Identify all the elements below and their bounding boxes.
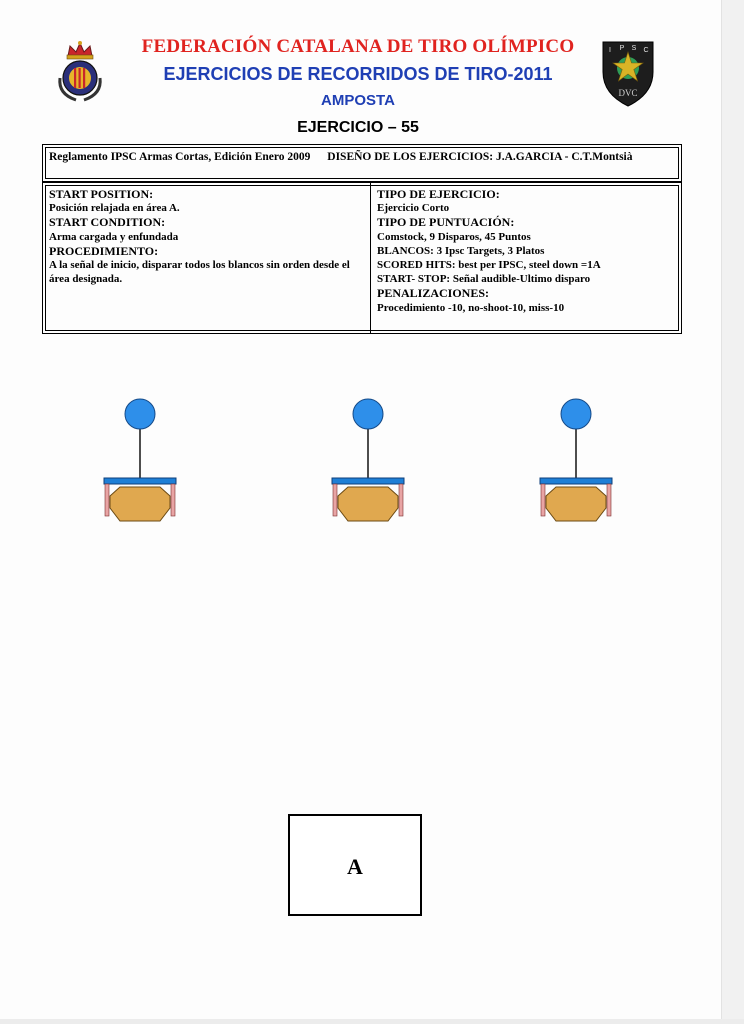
ipsc-target xyxy=(110,487,170,521)
rules-box xyxy=(42,144,682,182)
shooting-area-label: A xyxy=(347,854,363,879)
scoring-text: Comstock, 9 Disparos, 45 Puntos xyxy=(377,230,531,243)
stand-crossbar xyxy=(540,478,612,484)
rules-line xyxy=(49,151,633,163)
start-stop-text: START- STOP: Señal audible-Ultimo disparo xyxy=(377,273,591,286)
scored-hits-text: SCORED HITS: best per IPSC, steel down =1A xyxy=(377,259,601,272)
ipsc-letter-s: S xyxy=(631,45,637,52)
stand-leg-left xyxy=(105,484,109,516)
exercise-info-column xyxy=(377,187,673,315)
ipsc-motto: DVC xyxy=(618,88,638,98)
stand-leg-right xyxy=(607,484,611,516)
stand-leg-left xyxy=(333,484,337,516)
regulation-text: Reglamento IPSC Armas Cortas, Edición Enero 2009 xyxy=(49,151,311,163)
exercise-details-box xyxy=(42,182,682,334)
stand-leg-right xyxy=(399,484,403,516)
steel-plate xyxy=(353,399,383,429)
ipsc-letter-p: P xyxy=(619,45,625,52)
series-title: EJERCICIOS DE RECORRIDOS DE TIRO-2011 xyxy=(163,64,553,84)
exercise-title: EJERCICIO – 55 xyxy=(297,119,419,136)
exercise-type-heading: TIPO DE EJERCICIO: xyxy=(377,187,500,201)
start-details-column xyxy=(49,187,364,286)
exercise-type-text: Ejercicio Corto xyxy=(377,202,450,215)
page-bottom-edge xyxy=(0,1019,744,1024)
stand-crossbar xyxy=(104,478,176,484)
start-condition-text: Arma cargada y enfundada xyxy=(49,230,179,243)
federation-title: FEDERACIÓN CATALANA DE TIRO OLÍMPICO xyxy=(141,36,575,57)
design-credit-text: DISEÑO DE LOS EJERCICIOS: J.A.GARCIA - C.T.Montsià xyxy=(327,151,633,163)
page-edge xyxy=(721,0,744,1024)
target-stand-1 xyxy=(104,399,176,521)
steel-plate xyxy=(561,399,591,429)
scoring-heading: TIPO DE PUNTUACIÓN: xyxy=(377,215,515,230)
target-stand-3 xyxy=(540,399,612,521)
location-title: AMPOSTA xyxy=(321,92,395,109)
ipsc-target xyxy=(546,487,606,521)
start-position-text: Posición relajada en área A. xyxy=(49,202,180,215)
shooting-area-box xyxy=(288,814,422,916)
start-condition-heading: START CONDITION: xyxy=(49,215,166,230)
stand-leg-left xyxy=(541,484,545,516)
targets-text: BLANCOS: 3 Ipsc Targets, 3 Platos xyxy=(377,244,545,257)
ipsc-letter-c: C xyxy=(643,47,649,54)
penalties-text: Procedimiento -10, no-shoot-10, miss-10 xyxy=(377,301,565,314)
stand-leg-right xyxy=(171,484,175,516)
stand-crossbar xyxy=(332,478,404,484)
column-divider xyxy=(370,183,371,333)
ipsc-letter-i: I xyxy=(609,47,611,54)
stage-diagram xyxy=(90,390,650,530)
start-position-heading: START POSITION: xyxy=(49,187,154,201)
ipsc-target xyxy=(338,487,398,521)
penalties-heading: PENALIZACIONES: xyxy=(377,286,490,301)
procedure-text: A la señal de inicio, disparar todos los blancos sin orden desde el área designada. xyxy=(49,259,350,286)
target-stand-2 xyxy=(332,399,404,521)
steel-plate xyxy=(125,399,155,429)
procedure-heading: PROCEDIMIENTO: xyxy=(49,243,159,258)
